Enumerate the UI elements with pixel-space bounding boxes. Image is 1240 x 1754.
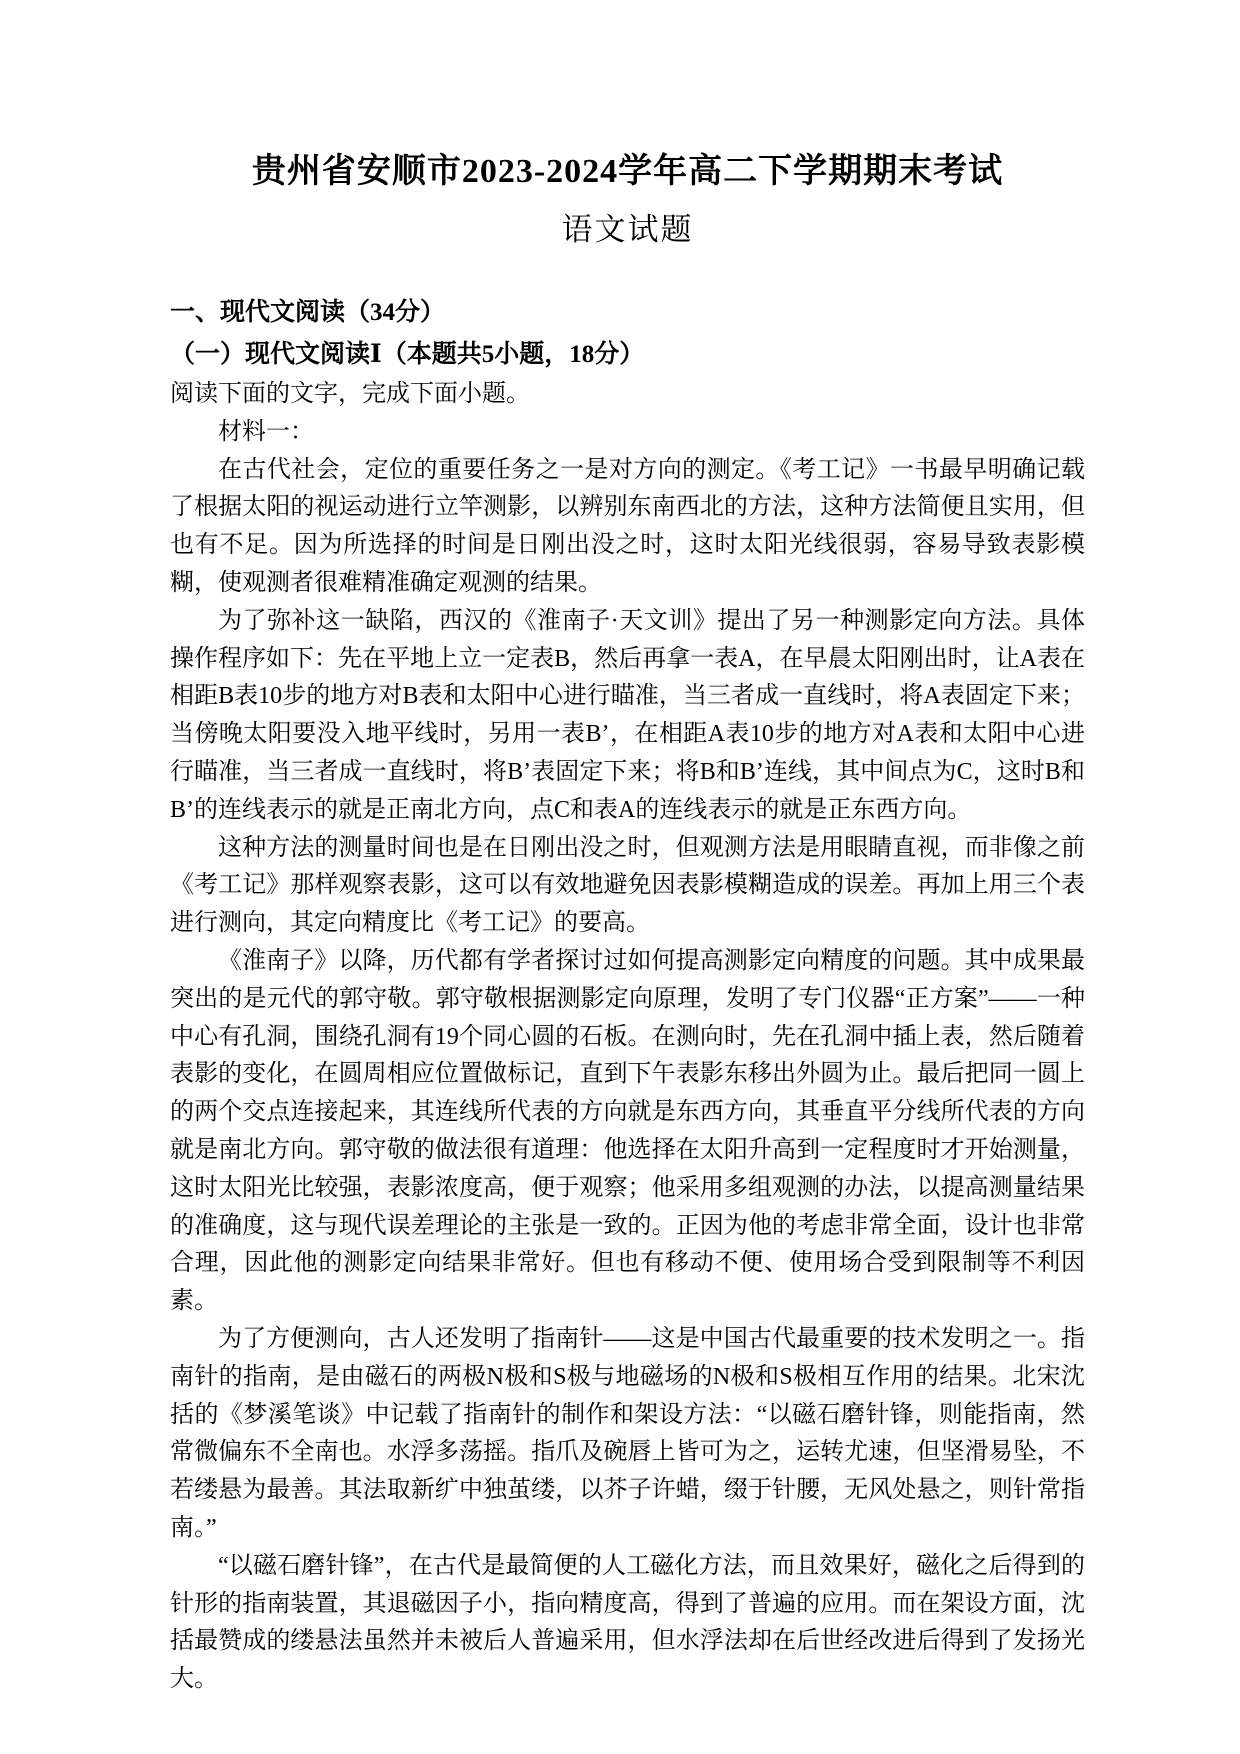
instruction-text: 阅读下面的文字，完成下面小题。 bbox=[170, 381, 530, 407]
paragraph: 为了方便测向，古人还发明了指南针——这是中国古代最重要的技术发明之一。指南针的指南，是由磁石的两极N极和S极与地磁场的N极和S极相互作用的结果。北宋沈括的《梦溪笔谈》中记载了指南针的制作和架设方法：“以磁石磨针锋，则能指南，然常微偏东不全南也。水浮多荡摇。指爪及碗唇上皆可为之，运转尤速，但坚滑易坠，不若缕悬为最善。其法取新纩中独茧缕，以芥子许蜡，缀于针腰，无风处悬之，则针常指南。” bbox=[170, 1325, 1085, 1541]
paragraph: 为了弥补这一缺陷，西汉的《淮南子·天文训》提出了另一种测影定向方法。具体操作程序如下：先在平地上立一定表B，然后再拿一表A，在早晨太阳刚出时，让A表在相距B表10步的地方对B表和太阳中心进行瞄准，当三者成一直线时，将A表固定下来；当傍晚太阳要没入地平线时，另用一表B’，在相距A表10步的地方对A表和太阳中心进行瞄准，当三者成一直线时，将B’表固定下来；将B和B’连线，其中间点为C，这时B和B’的连线表示的就是正南北方向，点C和表A的连线表示的就是正东西方向。 bbox=[170, 607, 1085, 823]
paragraph: 这种方法的测量时间也是在日刚出没之时，但观测方法是用眼睛直视，而非像之前《考工记》那样观察表影，这可以有效地避免因表影模糊造成的误差。再加上用三个表进行测向，其定向精度比《考工记》的要高。 bbox=[170, 834, 1085, 937]
paragraph: “以磁石磨针锋”，在古代是最简便的人工磁化方法，而且效果好，磁化之后得到的针形的指南装置，其退磁因子小，指向精度高，得到了普遍的应用。而在架设方面，沈括最赞成的缕悬法虽然并未被后人普遍采用，但水浮法却在后世经改进后得到了发扬光大。 bbox=[170, 1552, 1085, 1693]
paragraph: 在古代社会，定位的重要任务之一是对方向的测定。《考工记》一书最早明确记载了根据太阳的视运动进行立竿测影，以辨别东南西北的方法，这种方法简便且实用，但也有不足。因为所选择的时间是日刚出没之时，这时太阳光线很弱，容易导致表影模糊，使观测者很难精准确定观测的结果。 bbox=[170, 456, 1085, 596]
subsection-heading: （一）现代文阅读Ⅰ（本题共5小题，18分） bbox=[170, 341, 645, 368]
page-title: 贵州省安顺市2023-2024学年高二下学期期末考试 bbox=[251, 153, 1004, 190]
paragraph: 《淮南子》以降，历代都有学者探讨过如何提高测影定向精度的问题。其中成果最突出的是元代的郭守敬。郭守敬根据测影定向原理，发明了专门仪器“正方案”——一种中心有孔洞，围绕孔洞有19个同心圆的石板。在测向时，先在孔洞中插上表，然后随着表影的变化，在圆周相应位置做标记，直到下午表影东移出外圆为止。最后把同一圆上的两个交点连接起来，其连线所代表的方向就是东西方向，其垂直平分线所代表的方向就是南北方向。郭守敬的做法很有道理：他选择在太阳升高到一定程度时才开始测量，这时太阳光比较强，表影浓度高，便于观察；他采用多组观测的办法，以提高测量结果的准确度，这与现代误差理论的主张是一致的。正因为他的考虑非常全面，设计也非常合理，因此他的测影定向结果非常好。但也有移动不便、使用场合受到限制等不利因素。 bbox=[170, 947, 1085, 1315]
page-subtitle: 语文试题 bbox=[561, 212, 694, 247]
material-label: 材料一： bbox=[218, 418, 314, 445]
section-heading: 一、现代文阅读（34分） bbox=[170, 299, 446, 326]
